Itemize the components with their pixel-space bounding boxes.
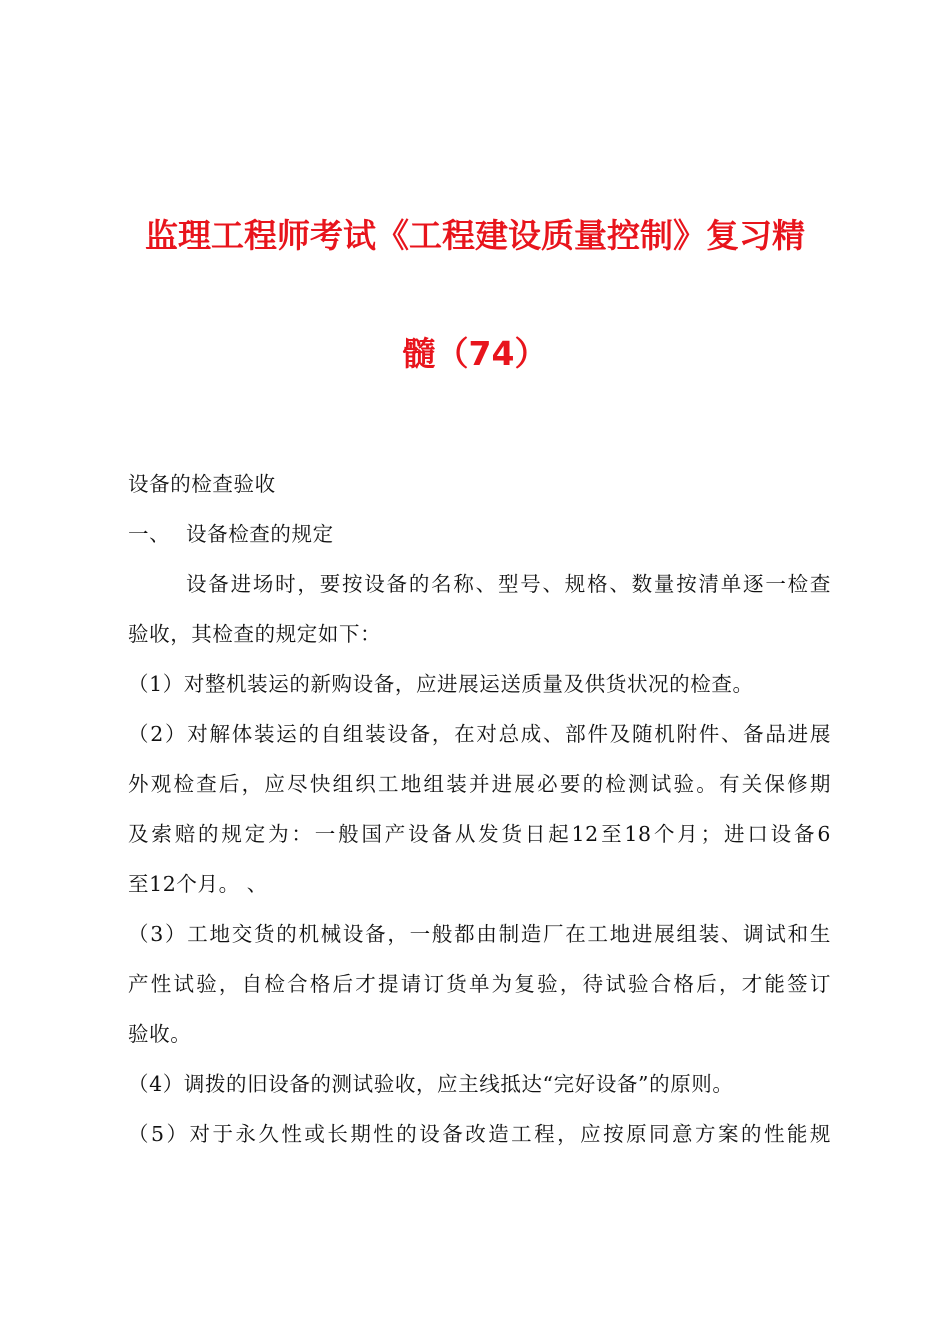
intro-line-2: 验收，其检查的规定如下： xyxy=(128,622,382,646)
subsection-title: 设备检查的规定 xyxy=(186,522,334,546)
item-3-line-3: 验收。 xyxy=(128,1022,192,1046)
item-3-line-1: （3）工地交货的机械设备，一般都由制造厂在工地进展组装、调试和生 xyxy=(128,922,831,946)
document-title-line-2: 髓（74） xyxy=(402,334,548,373)
item-5-line-1: （5）对于永久性或长期性的设备改造工程，应按原同意方案的性能规 xyxy=(128,1122,831,1146)
document-title-line-1: 监理工程师考试《工程建设质量控制》复习精 xyxy=(145,216,805,255)
item-1-line-1: （1）对整机装运的新购设备，应进展运送质量及供货状况的检查。 xyxy=(128,672,754,696)
section-heading: 设备的检查验收 xyxy=(128,472,276,496)
item-2-line-1: （2）对解体装运的自组装设备，在对总成、部件及随机附件、备品进展 xyxy=(128,722,831,746)
intro-line-1: 设备进场时，要按设备的名称、型号、规格、数量按清单逐一检查 xyxy=(186,572,831,596)
item-3-line-2: 产性试验，自检合格后才提请订货单为复验，待试验合格后，才能签订 xyxy=(128,972,831,996)
item-2-line-3: 及索赔的规定为：一般国产设备从发货日起12至18个月；进口设备6 xyxy=(128,822,831,846)
item-2-line-2: 外观检查后，应尽快组织工地组装并进展必要的检测试验。有关保修期 xyxy=(128,772,831,796)
item-4-line-1: （4）调拨的旧设备的测试验收，应主线抵达“完好设备”的原则。 xyxy=(128,1072,734,1096)
subsection-marker: 一、 xyxy=(128,522,171,546)
item-2-line-4: 至12个月。 、 xyxy=(128,872,268,896)
